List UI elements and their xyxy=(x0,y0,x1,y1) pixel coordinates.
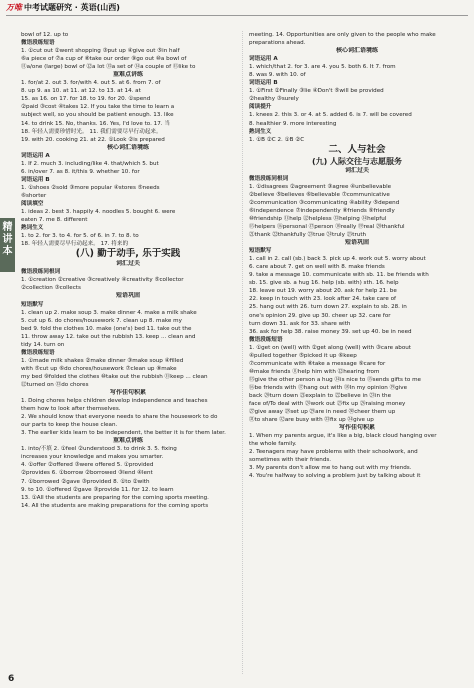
right-column xyxy=(249,31,465,674)
text-line: bowl of 12. up to xyxy=(21,32,69,38)
section-heading: 词汇过关 xyxy=(115,260,140,268)
text-line: ④pulled together ⑤picked it up ⑥keep xyxy=(249,352,357,359)
text-line: 18. 年轻人需要珍惜时光。 11. 我们需要尽早行动起来。 xyxy=(21,128,162,135)
text-line: 3. My parents don't allow me to hang out with my friends. xyxy=(249,465,412,472)
page-header xyxy=(0,0,474,28)
text-line: 2. We should know that everyone needs to share the housework to do xyxy=(21,414,218,421)
section-heading: 重难点讲练 xyxy=(112,437,143,445)
text-line: ㉑thank ㉒thankfully ㉓true ㉔truly ㉕truth xyxy=(249,232,367,239)
text-line: 9. to 10. ①offered ②gave ③provide 11. for 12. to learn xyxy=(21,486,174,493)
text-line: 8. was 9. with 10. of xyxy=(249,72,306,79)
text-line: 1. ①creation ②creative ③creatively ④creativity ⑤collector xyxy=(21,277,184,284)
exercise-heading: 微语段练短语 xyxy=(21,40,55,47)
header-rule xyxy=(6,15,468,16)
text-line: 6. in/over 7. as 8. it/this 9. whether 10. for xyxy=(21,168,140,175)
text-line: eaten 7. me 8. different xyxy=(21,217,88,224)
text-line: 4. ①offer ②offered ③were offered 5. ①provided xyxy=(21,462,154,469)
text-line: 1. call in 2. call (sb.) back 3. pick up 4. work out 5. worry about xyxy=(249,256,426,263)
text-line: ⑩friendship ⑪help ⑫helpless ⑬helping ⑭helpful xyxy=(249,215,387,222)
brand-logo: 万唯 xyxy=(6,3,22,12)
text-line: sb. 15. give sb. a hug 16. help (sb. with) sth. 16. help xyxy=(249,280,399,287)
section-heading: 写作佳句积累 xyxy=(109,389,146,397)
book-title-text: 中考试题研究 · 英语(山西) xyxy=(24,3,120,12)
text-line: 11. throw away 12. take out the rubbish 13. keep ... clean and xyxy=(21,333,196,340)
text-line: ②healthy ③surely xyxy=(249,96,299,103)
text-line: 3. The earlier kids learn to be independent, the better it is for them later. xyxy=(21,430,226,437)
text-line: turn down 31. ask for 33. share with xyxy=(249,320,351,327)
exercise-heading: 微语段练短语 xyxy=(21,349,55,356)
text-line: face of/To deal with ㉔work out ㉕fix up ㉖raising money xyxy=(249,401,406,408)
section-heading: 核心词汇语境练 xyxy=(106,143,149,151)
text-line: 1. If 2. much 3. including/like 4. that/which 5. but xyxy=(21,160,159,167)
text-line: my bed ⑨folded the clothes ⑩take out the rubbish ⑪keep ... clean xyxy=(21,373,208,380)
exercise-heading: 熟词生义 xyxy=(249,128,272,135)
text-line: 1. ①First ②Finally ③lie ④Don't ⑤will be provided xyxy=(249,88,384,95)
text-line: ⑥independence ⑦independently ⑧friends ⑨friendly xyxy=(249,207,395,214)
text-line: ⑪a/one (large) bowl of ⑫a lot ⑬a set of ⑭a couple of ⑮like to xyxy=(21,64,196,71)
exercise-heading: 词语运用 B xyxy=(249,80,278,87)
section-heading: 核心词汇语境练 xyxy=(335,47,378,55)
text-line: ②provides 6. ①borrow ②borrowed ③lend ④lent xyxy=(21,470,153,477)
text-line: 14. All the students are making preparations for the coming sports xyxy=(21,502,209,509)
text-line: tidy 14. turn on xyxy=(21,341,65,348)
unit-heading: (九) 人际交往与志愿服务 xyxy=(311,156,403,166)
text-line: ⑥shorter xyxy=(21,192,47,199)
text-line: 1. ①B ②C 2. ①B ②C xyxy=(249,136,305,143)
section-heading: 短语巩固 xyxy=(344,239,369,247)
text-line: one's opinion 29. give up 30. cheer up 32. care for xyxy=(249,312,391,319)
exercise-heading: 微语段练同根词 xyxy=(249,175,289,182)
text-line: ⑯be friends with ⑰hang out with ⑱In my opinion ⑲give xyxy=(249,384,408,391)
text-line: 15. as 16. on 17. for 18. to 19. for 20. ①spend xyxy=(21,96,151,103)
text-line: 36. ask for help 38. raise money 39. set up 40. be in need xyxy=(249,328,412,335)
exercise-heading: 词语运用 B xyxy=(21,176,50,183)
text-line: ㉛to share ㉜are busy with ㉝fix up ㉞give up xyxy=(249,417,374,424)
text-line: 19. with 20. cooking 21. at 22. ①Look ②is prepared xyxy=(21,136,165,143)
text-line: 14. to drink 15. No, thanks. 16. Yes, I'd love to. 17. 当 xyxy=(21,120,170,127)
text-line: 18. 年轻人需要尽早行动起来。 17. 将来的 xyxy=(21,241,129,248)
text-line: ⑩make friends ⑪help him with ⑫hearing from xyxy=(249,368,380,375)
exercise-heading: 短语默写 xyxy=(249,248,272,255)
text-line: ②communication ③communicating ④ability ⑤depend xyxy=(249,199,400,206)
text-line: our parts to keep the house clean. xyxy=(21,422,118,429)
text-line: 18. leave out 19. worry about 20. ask for help 21. be xyxy=(249,288,397,295)
text-line: 9. take a message 10. communicate with sb. 11. be friends with xyxy=(249,272,429,279)
text-line: increases your knowledge and makes you smarter. xyxy=(21,454,164,461)
exercise-heading: 词语运用 A xyxy=(21,152,50,159)
text-line: ⑦communicate with ⑧take a message ⑨care for xyxy=(249,360,386,367)
text-line: 25. hang out with 26. turn down 27. explain to sb. 28. in xyxy=(249,304,407,311)
text-line: 1. ①get on (well) with ②get along (well) with ③care about xyxy=(249,344,411,351)
section-heading: 短语巩固 xyxy=(115,292,140,300)
text-line: 1. for/at 2. out 3. for/with 4. out 5. at 6. from 7. of xyxy=(21,80,161,87)
text-line: bed 9. fold the clothes 10. make (one's) bed 11. take out the xyxy=(21,325,192,332)
text-line: preparations ahead. xyxy=(249,40,306,47)
exercise-heading: 词语运用 A xyxy=(249,56,278,63)
text-line: meeting. 14. Opportunities are only given to the people who make xyxy=(249,32,436,38)
text-line: with ⑤cut up ⑥do chores/housework ⑦clean up ⑧make xyxy=(21,365,177,372)
text-line: them how to look after themselves. xyxy=(21,406,121,413)
page-number: 6 xyxy=(8,674,15,684)
text-line: ⑫turned on ⑬do chores xyxy=(21,381,89,388)
text-line: 5. cut up 6. do chores/housework 7. clean up 8. make my xyxy=(21,317,182,324)
text-line: ②collection ③collects xyxy=(21,285,81,292)
text-line: 8. healthier 9. more interesting xyxy=(249,120,337,127)
left-column xyxy=(21,31,235,674)
text-line: 1. ①shoes ②sold ③more popular ④stores ⑤needs xyxy=(21,184,160,191)
text-line: ⑥a piece of ⑦a cup of ⑧take our order ⑨go out ⑩a bowl of xyxy=(21,56,187,63)
text-line: 1. clean up 2. make soup 3. make dinner 4. make a milk shake xyxy=(21,309,197,316)
text-line: subject well, so you should be patient enough. 13. like xyxy=(21,112,174,119)
section-heading: 写作佳句积累 xyxy=(338,424,375,432)
text-line: 6. care about 7. get on well with 8. make friends xyxy=(249,264,385,271)
text-line: ②paid ③cost ④takes 12. If you take the time to learn a xyxy=(21,104,175,111)
exercise-heading: 微语段练同根词 xyxy=(21,269,61,276)
exercise-heading: 短语默写 xyxy=(21,301,44,308)
text-line: 13. ①All the students are preparing for the coming sports meeting. xyxy=(21,494,209,501)
text-line: 7. ①borrowed ②gave ③provided 8. ①to ②with xyxy=(21,478,150,485)
column-divider xyxy=(242,31,243,674)
unit-heading: (八) 勤于动手, 乐于实践 xyxy=(75,248,181,260)
text-line: 1. Doing chores helps children develop independence and teaches xyxy=(21,398,208,405)
text-line: ⑮helpers ⑯personal ⑰person ⑱really ⑲real ⑳thankful xyxy=(249,223,405,230)
text-line: the whole family. xyxy=(249,441,297,448)
exercise-heading: 熟词生义 xyxy=(21,225,44,232)
text-line: 4. You're halfway to solving a problem just by talking about it xyxy=(249,473,421,480)
exercise-heading: 阅读填空 xyxy=(21,200,44,207)
text-line: ⑬give the other person a hug ⑭is nice to ⑮sends gifts to me xyxy=(249,376,421,383)
text-line: 1. ①disagrees ②agreement ③agree ④unbelievable xyxy=(249,183,392,190)
section-heading: 重难点讲练 xyxy=(112,71,143,79)
section-heading: 词汇过关 xyxy=(344,166,369,174)
text-line: 1. to 2. for 3. to 4. for 5. of 6. in 7. to 8. to xyxy=(21,233,139,240)
side-tab: 精讲本 xyxy=(0,218,15,272)
text-line: back ⑳turn down ㉑explain to ㉒believe in ㉓in the xyxy=(249,392,392,399)
text-line: 1. ①cut out ②went shopping ③put up ④give out ⑤in half xyxy=(21,48,180,55)
text-line: sometimes with their friends. xyxy=(249,457,332,464)
text-line: 1. into/不填 2. ①feel ②understood 3. to drink 3. 5. fixing xyxy=(21,446,177,453)
text-line: 1. ①made milk shakes ②make dinner ③make soup ④filled xyxy=(21,357,184,364)
text-line: 1. When my parents argue, it's like a big, black cloud hanging over xyxy=(249,433,437,440)
text-line: 1. which/that 2. for 3. are 4. you 5. both 6. It 7. from xyxy=(249,64,396,71)
exercise-heading: 微语段练短语 xyxy=(249,336,283,343)
text-line: ②believe ⑤believes ⑥believable ⑦communicative xyxy=(249,191,390,198)
text-line: ㉗give away ㉘set up ㉙are in need ㉚cheer them up xyxy=(249,409,396,416)
text-line: 8. up 9. as 10. at 11. at 12. to 13. at 14. at xyxy=(21,88,141,95)
exercise-heading: 阅读提升 xyxy=(249,104,272,111)
text-line: 1. knees 2. this 3. or 4. at 5. added 6. is 7. will be covered xyxy=(249,112,412,119)
text-line: 2. Teenagers may have problems with their schoolwork, and xyxy=(249,449,418,456)
unit-heading: 二、人与社会 xyxy=(328,143,386,155)
text-line: 22. keep in touch with 23. look after 24. take care of xyxy=(249,296,396,303)
text-line: 1. ideas 2. best 3. happily 4. noodles 5. bought 6. were xyxy=(21,209,176,216)
book-title xyxy=(6,3,120,13)
